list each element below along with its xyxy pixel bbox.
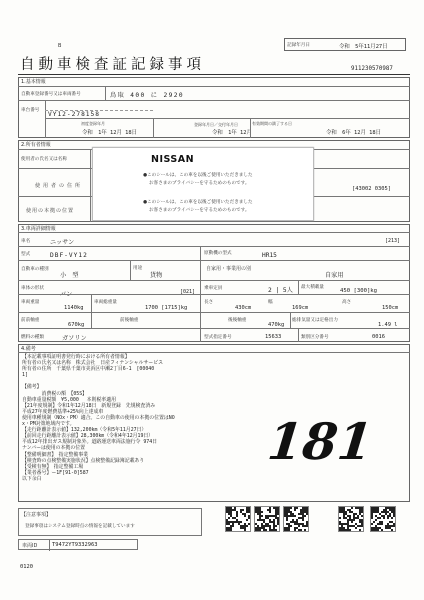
record-date-label: 記録年月日: [287, 43, 310, 48]
height-label: 高さ: [342, 300, 352, 305]
notes-section-title: 4.備考: [21, 346, 36, 352]
engine-label: 原動機の型式: [204, 251, 232, 256]
displacement-value: 1.49 l: [378, 322, 398, 328]
note-line: 【検査時の点検整備実施状況】点検整備記録簿記載あり: [22, 457, 145, 464]
seal-text-1: ●このシールは、この車を以後ご使用いただきました: [143, 173, 253, 178]
weight-value: 1140kg: [64, 305, 84, 311]
qr-code-3: [283, 506, 309, 532]
record-date-value: 令和 5年11月27日: [339, 44, 388, 50]
category-label: 類別区分番号: [301, 335, 329, 340]
vehicle-id-value: T9472YT9332963: [52, 542, 98, 548]
max-load-value: 450 [300]kg: [340, 288, 378, 294]
note-line: ナンバーは使用の本拠の位置: [22, 445, 85, 452]
note-line: 【受検有無】 指定整備工場: [22, 463, 84, 470]
displacement-label: 総排気量又は定格出力: [292, 318, 338, 323]
note-line: 平成27年度燃費基準+25%向上達成車: [22, 408, 104, 415]
capacity-label: 乗車定員: [204, 286, 223, 291]
qr-code-1: [225, 506, 251, 532]
note-line: 平成12年排出ガス規制対象外。道路運送車両法施行令 974日: [22, 439, 158, 446]
length-value: 430cm: [235, 305, 252, 311]
note-line: 所有者の住所 千葉県千葉市美浜区中瀬2丁目6-1 [00040: [22, 366, 155, 373]
body-value: バン: [60, 291, 73, 298]
note-line: 【備考】: [22, 384, 45, 391]
seal-text-3: ●このシールは、この車を以後ご使用いただきました: [143, 200, 253, 205]
model-label: 型式: [21, 252, 31, 257]
rear-rear-axle-label: 後後軸重: [228, 318, 247, 323]
rear-axle-label: 前後軸重: [120, 318, 139, 323]
maker-value: ニッサン: [50, 239, 75, 246]
vehicle-id-label: 車両ID: [22, 543, 38, 549]
note-line: 【前回走行距離計表示値】28,300km（令和4年12月19日）: [22, 433, 154, 440]
type-number-value: 15633: [265, 334, 282, 340]
width-label: 幅: [268, 300, 273, 305]
first-reg-label: 初度登録年月: [81, 121, 105, 126]
issue-date-label: 登録年月日／交付年月日: [194, 122, 238, 127]
height-value: 150cm: [382, 305, 399, 311]
notice-box: [18, 508, 202, 536]
note-line: 【業者番号】ー1F[91-0]587: [22, 469, 89, 476]
qr-code-2: [254, 506, 280, 532]
body-label: 車体の形状: [21, 286, 44, 291]
note-line: 1]: [22, 372, 28, 379]
maker-code: [213]: [385, 238, 401, 244]
fuel-label: 燃料の種類: [21, 335, 44, 340]
seal-text-4: お客さまのプライバシーを守るためのものです。: [149, 208, 250, 213]
document-title: 自動車検査証記録事項: [20, 57, 205, 73]
weight-label: 車両重量: [21, 300, 40, 305]
length-label: 長さ: [204, 300, 214, 305]
note-line: 【走行距離計表示値】132,200km（令和5年11月27日）: [22, 427, 147, 434]
title-rule: [18, 74, 410, 75]
qr-code-4: [338, 506, 364, 532]
rear-rear-axle-value: 470kg: [268, 322, 285, 328]
capacity-value: 2 | 5人: [268, 287, 293, 294]
expiry-label: 有効期間の満了する日: [252, 121, 292, 126]
use-value: 貨物: [150, 272, 163, 279]
note-line: 所有者の氏名又は名称 株式会社 日産フィナンシャルサービス: [22, 360, 163, 367]
note-line: x・PM対策地域内です。: [22, 421, 75, 428]
vehicle-id-box: [18, 539, 138, 550]
issue-date-value: 令和 1年 12月: [212, 130, 252, 136]
nissan-logo: NISSAN: [151, 154, 195, 165]
note-line: 消費税の額 【05S】: [22, 390, 88, 397]
front-axle-value: 670kg: [68, 322, 85, 328]
note-line: 【整備明細書】 指定整備事業: [22, 451, 89, 458]
notice-text: 登録事項はシステム登録時点の情報を記載しています: [25, 524, 135, 529]
first-reg-value: 令和 1年 12月 18日: [82, 130, 138, 136]
body-code: [021]: [180, 289, 196, 295]
gross-weight-label: 車両総重量: [94, 300, 117, 305]
notice-title: 【注意事項】: [21, 512, 52, 518]
type-number-label: 型式指定番号: [204, 335, 232, 340]
note-line: 自動車重量税額 ¥5,000 本則税率適用: [22, 396, 116, 403]
maker-label: 車名: [21, 239, 31, 244]
owner-code: [43002 0305]: [352, 186, 391, 192]
model-value: DBF-VY12: [50, 252, 88, 259]
page-code: 0120: [20, 564, 33, 570]
user-name-label: 使用者の氏名又は名称: [21, 157, 67, 162]
vin-value: VY12-278158: [48, 111, 100, 118]
reg-number-value: 鳥取 400 に 2920: [110, 92, 185, 99]
engine-value: HR15: [262, 252, 277, 259]
basic-section-title: 1.基本情報: [21, 79, 46, 85]
note-line: 【21年度規制】令和1年12月18日 新規登録 先規検査済み: [22, 402, 156, 409]
record-date-box: [284, 38, 406, 51]
expiry-value: 令和 6年 12月 18日: [326, 130, 382, 136]
handwritten-number: 181: [264, 412, 376, 471]
vehicle-type-value: 小 型: [60, 272, 79, 279]
business-use-label: 自家用・事業用の別: [206, 266, 252, 272]
max-load-label: 最大積載量: [301, 285, 324, 290]
fuel-value: ガソリン: [62, 335, 87, 342]
owner-section-title: 2.所有者情報: [21, 142, 51, 148]
note-line: 【本記載事項証明書発行時における所有者情報】: [22, 354, 130, 360]
vehicle-type-label: 自動車の種別: [21, 267, 49, 272]
seal-text-2: お客さまのプライバシーを守るためのものです。: [149, 181, 250, 186]
category-value: 0016: [372, 334, 385, 340]
reg-number-label: 自動車登録番号又は車両番号: [21, 92, 81, 97]
form-mark: B: [58, 43, 62, 49]
gross-weight-value: 1700 [1715]kg: [145, 305, 188, 311]
width-value: 169cm: [292, 305, 309, 311]
qr-code-5: [370, 506, 396, 532]
front-axle-label: 前前軸重: [21, 318, 40, 323]
note-line: 使用車種規制（NOx・PM）適合。この自動車の使用の本拠の位置はNO: [22, 414, 175, 421]
vin-label: 車台番号: [21, 108, 40, 113]
base-location-label: 使用の本拠の位置: [26, 208, 75, 214]
privacy-seal: [92, 147, 314, 221]
use-label: 用途: [133, 266, 143, 271]
note-line: 以下余白: [22, 475, 42, 482]
document-number: 911230570987: [351, 66, 393, 72]
vehicle-section-title: 3.車両詳細情報: [21, 226, 56, 232]
business-use-value: 自家用: [325, 272, 344, 279]
user-address-label: 使用者の住所: [35, 183, 84, 189]
notes-body: [22, 354, 282, 482]
